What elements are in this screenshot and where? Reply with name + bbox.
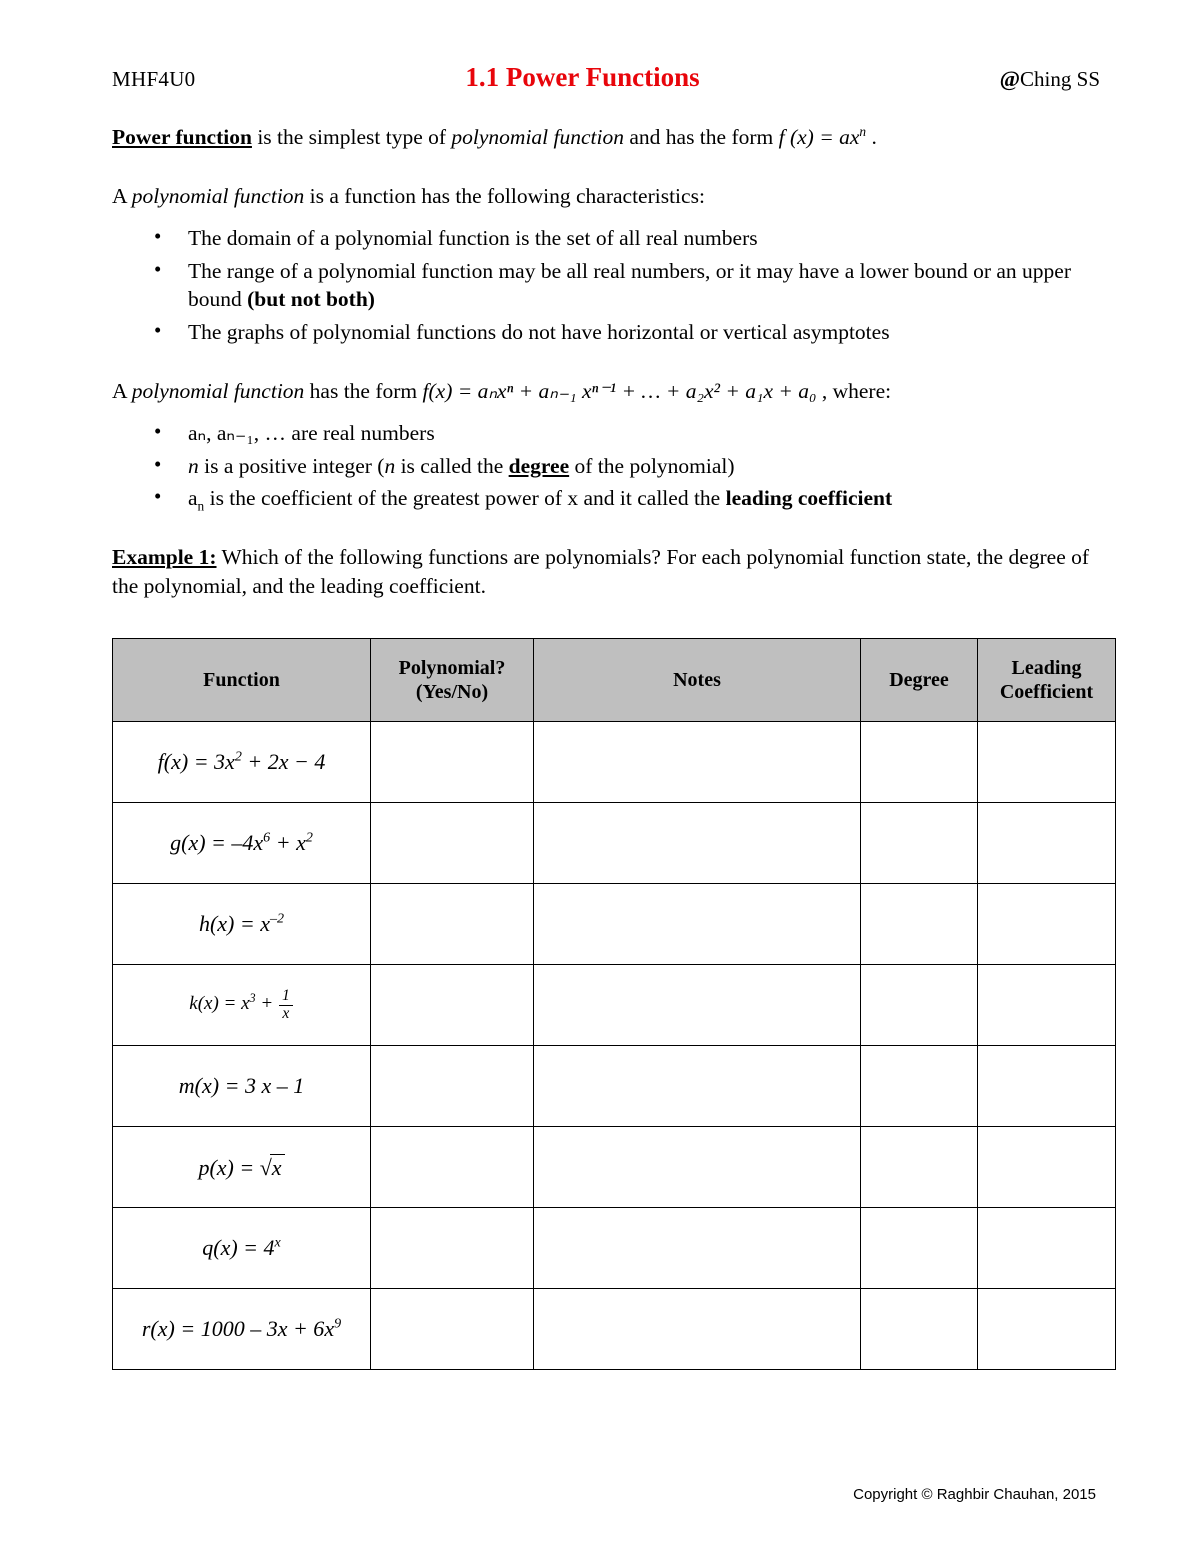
author-name: Ching SS <box>1020 67 1100 91</box>
degree-cell[interactable] <box>861 722 978 803</box>
list-item <box>154 484 1100 513</box>
table-row <box>113 1127 1116 1208</box>
characteristics-list <box>112 224 1100 346</box>
function-cell <box>113 1127 371 1208</box>
notes-cell[interactable] <box>534 722 861 803</box>
leading-coefficient-cell[interactable] <box>978 803 1116 884</box>
characteristic-text: The domain of a polynomial function is the set of all real numbers <box>188 226 758 251</box>
table-row <box>113 884 1116 965</box>
example-paragraph <box>112 543 1100 600</box>
intro-text-3: . <box>866 125 877 149</box>
at-symbol: @ <box>999 66 1021 91</box>
page-title: 1.1 Power Functions <box>465 62 700 92</box>
form-text-3: , where: <box>816 378 892 403</box>
function-expression: p(x) = √x <box>198 1154 284 1181</box>
table-header-row <box>113 639 1116 722</box>
form-notes-list <box>112 419 1100 513</box>
column-header-polynomial-line1: Polynomial? <box>398 656 506 679</box>
notes-cell[interactable] <box>534 965 861 1046</box>
column-header-leading-line2: Coefficient <box>999 681 1094 704</box>
function-cell <box>113 965 371 1046</box>
notes-cell[interactable] <box>534 803 861 884</box>
function-cell <box>113 1046 371 1127</box>
leading-coefficient-term: leading coefficient <box>725 486 893 511</box>
notes-cell[interactable] <box>534 1208 861 1289</box>
table-row <box>113 803 1116 884</box>
document-header <box>112 62 1100 93</box>
leading-coefficient-cell[interactable] <box>978 965 1116 1046</box>
degree-term: degree <box>508 453 570 478</box>
table-header <box>113 639 1116 722</box>
degree-cell[interactable] <box>861 965 978 1046</box>
characteristic-text: The graphs of polynomial functions do not have horizontal or vertical asymptotes <box>188 319 890 344</box>
column-header-polynomial <box>371 639 534 722</box>
column-header-leading-line1: Leading <box>1011 656 1082 679</box>
form-note-text: aₙ, aₙ₋₁, … are real numbers <box>188 421 435 446</box>
copyright-notice: Copyright © Raghbir Chauhan, 2015 <box>853 1486 1096 1503</box>
notes-cell[interactable] <box>534 1289 861 1370</box>
power-function-term: Power function <box>112 125 252 149</box>
polynomial-answer-cell[interactable] <box>371 1289 534 1370</box>
power-function-formula <box>779 125 866 149</box>
leading-coefficient-cell[interactable] <box>978 1289 1116 1370</box>
notes-cell[interactable] <box>534 1127 861 1208</box>
leading-coefficient-cell[interactable] <box>978 1127 1116 1208</box>
leading-coefficient-cell[interactable] <box>978 1046 1116 1127</box>
function-expression: $h(x) = x^{-2}$ <box>198 910 285 937</box>
form-note-text: $a_n$ is the coefficient of the greatest power of x and it called the leading coefficient <box>188 486 893 514</box>
author-credit <box>1000 66 1100 92</box>
column-header-function: Function <box>113 639 371 722</box>
example-text: Which of the following functions are polynomials? For each polynomial function state, the degree of the polynomial, and the leading coefficient. <box>112 544 1090 598</box>
list-item <box>154 452 1100 481</box>
degree-cell[interactable] <box>861 803 978 884</box>
example-table <box>112 638 1116 1370</box>
degree-cell[interactable] <box>861 1289 978 1370</box>
leading-coefficient-cell[interactable] <box>978 1208 1116 1289</box>
function-cell <box>113 1289 371 1370</box>
table-row <box>113 1289 1116 1370</box>
intro-text-1: is the simplest type of <box>251 125 452 149</box>
general-form-paragraph <box>112 377 1100 406</box>
list-item <box>154 318 1100 347</box>
column-header-polynomial-line2: (Yes/No) <box>415 681 489 704</box>
form-note-text: n is a positive integer (n is called the degree of the polynomial) <box>188 453 735 478</box>
list-item <box>154 257 1100 314</box>
intro-italic-1: polynomial function <box>451 125 624 149</box>
example-label: Example 1: <box>112 544 217 569</box>
formula-base: f (x) = ax <box>778 125 860 149</box>
column-header-leading-coefficient <box>978 639 1116 722</box>
leading-coefficient-cell[interactable] <box>978 884 1116 965</box>
formula-exponent: n <box>859 123 867 139</box>
degree-cell[interactable] <box>861 1208 978 1289</box>
form-italic: polynomial function <box>131 378 305 403</box>
intro-text-2: and has the form <box>623 125 779 149</box>
function-cell <box>113 722 371 803</box>
polynomial-answer-cell[interactable] <box>371 965 534 1046</box>
column-header-degree: Degree <box>861 639 978 722</box>
polynomial-answer-cell[interactable] <box>371 1208 534 1289</box>
function-expression: $q(x) = 4^x$ <box>202 1234 281 1261</box>
table-row <box>113 722 1116 803</box>
form-text-2: has the form <box>304 378 423 403</box>
function-expression: m(x) = 3 x – 1 <box>178 1073 305 1099</box>
polynomial-answer-cell[interactable] <box>371 1046 534 1127</box>
characteristic-bold-tail: (but not both) <box>247 287 375 312</box>
polynomial-answer-cell[interactable] <box>371 803 534 884</box>
intro-paragraph <box>112 123 1100 152</box>
degree-cell[interactable] <box>861 884 978 965</box>
function-expression: $g(x) = -4x^6 + x^2$ <box>170 829 313 856</box>
degree-cell[interactable] <box>861 1127 978 1208</box>
general-form-formula: f(x) = aₙxⁿ + aₙ₋₁ xⁿ⁻¹ + … + a₂x² + a₁x + a₀ <box>422 378 817 403</box>
polynomial-answer-cell[interactable] <box>371 722 534 803</box>
poly-def-text-1: A <box>112 183 132 208</box>
function-expression: $k(x) = x^3$ + $\frac{1}{x}$ <box>189 988 294 1022</box>
course-code: MHF4U0 <box>112 67 196 91</box>
function-cell <box>113 1208 371 1289</box>
polynomial-answer-cell[interactable] <box>371 1127 534 1208</box>
characteristic-text: The range of a polynomial function may be all real numbers, or it may have a lower bound or an upper bound (but not both) <box>188 258 1072 312</box>
polynomial-answer-cell[interactable] <box>371 884 534 965</box>
poly-def-text-2: is a function has the following characteristics: <box>304 183 705 208</box>
polynomial-definition-paragraph <box>112 182 1100 211</box>
function-cell <box>113 884 371 965</box>
form-text-1: A <box>112 378 132 403</box>
notes-cell[interactable] <box>534 884 861 965</box>
function-expression: $r(x) = 1000 - 3x + 6x^9$ <box>141 1315 342 1342</box>
table-row <box>113 1208 1116 1289</box>
column-header-notes: Notes <box>534 639 861 722</box>
function-cell <box>113 803 371 884</box>
table-row <box>113 1046 1116 1127</box>
notes-cell[interactable] <box>534 1046 861 1127</box>
poly-def-italic: polynomial function <box>131 183 305 208</box>
list-item <box>154 419 1100 448</box>
table-body <box>113 722 1116 1370</box>
list-item <box>154 224 1100 253</box>
table-row <box>113 965 1116 1046</box>
degree-cell[interactable] <box>861 1046 978 1127</box>
function-expression: $f(x) = 3x^2 + 2x - 4$ <box>157 748 326 775</box>
leading-coefficient-cell[interactable] <box>978 722 1116 803</box>
